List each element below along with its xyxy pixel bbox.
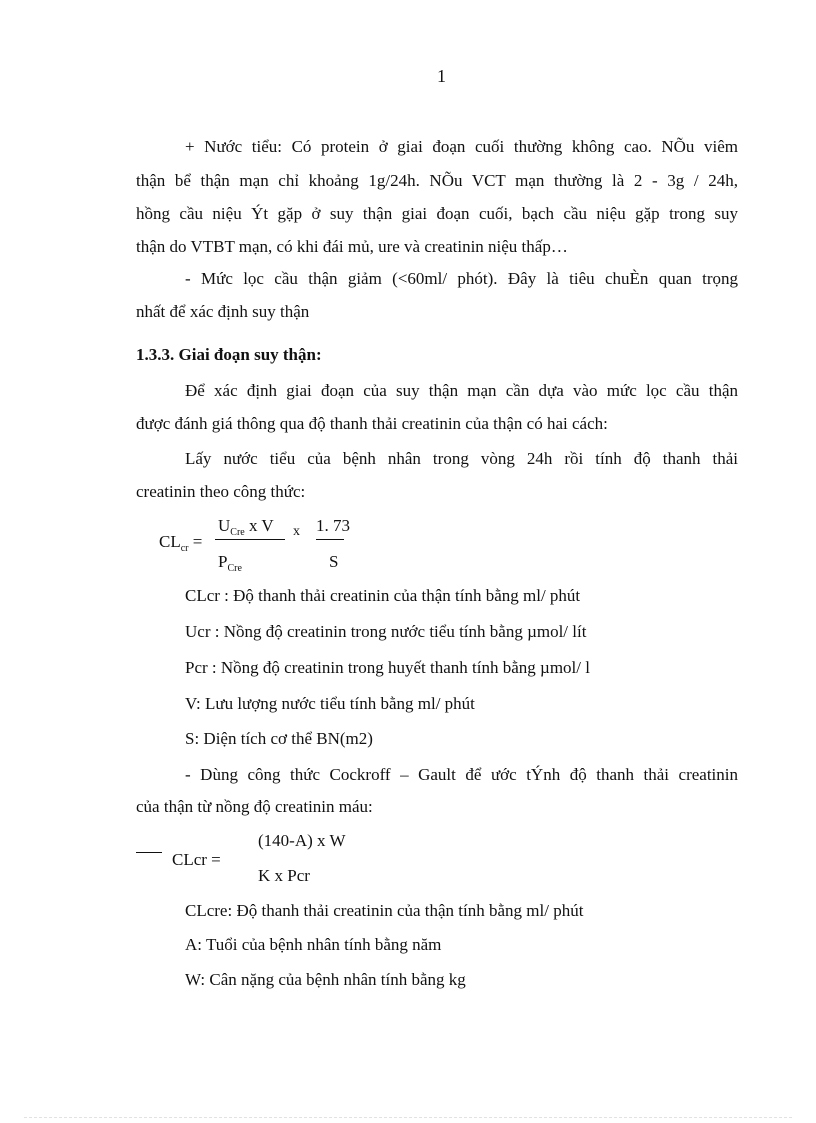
definition-line: A: Tuổi của bệnh nhân tính bằng năm bbox=[185, 935, 442, 954]
paragraph-line: thận bể thận mạn chỉ khoảng 1g/24h. NÕu VCT mạn thường là 2 - 3g / 24h, bbox=[136, 171, 738, 190]
definition-line: W: Cân nặng của bệnh nhân tính bằng kg bbox=[185, 970, 466, 989]
paragraph-line: - Mức lọc cầu thận giảm (<60ml/ phót). Đây là tiêu chuÈn quan trọng bbox=[185, 269, 738, 288]
fraction-bar bbox=[215, 539, 285, 540]
formula-numerator-2: 1. 73 bbox=[316, 516, 350, 535]
formula-denominator: $P_{Cre}$ bbox=[218, 552, 242, 574]
definition-line: Ucr : Nồng độ creatinin trong nước tiểu tính bằng µmol/ lít bbox=[185, 622, 587, 641]
section-heading: 1.3.3. Giai đoạn suy thận: bbox=[136, 345, 322, 364]
fraction-bar bbox=[316, 539, 344, 540]
page-number: 1 bbox=[437, 66, 446, 86]
paragraph-line: Lấy nước tiểu của bệnh nhân trong vòng 24h rồi tính độ thanh thải bbox=[185, 449, 738, 468]
paragraph-line: hồng cầu niệu Ýt gặp ở suy thận giai đoạn cuối, bạch cầu niệu gặp trong suy bbox=[136, 204, 738, 223]
paragraph-line: + Nước tiểu: Có protein ở giai đoạn cuối thường không cao. NÕu viêm bbox=[185, 137, 738, 156]
paragraph-line: của thận từ nồng độ creatinin máu: bbox=[136, 797, 373, 816]
formula-numerator: $U_{Cre}$ x V bbox=[218, 516, 274, 538]
formula-denominator: K x Pcr bbox=[258, 866, 310, 885]
formula-lhs: CLcr = bbox=[172, 850, 221, 869]
formula-lhs: $CL_{cr}$ = bbox=[159, 532, 203, 554]
paragraph-line: thận do VTBT mạn, có khi đái mủ, ure và creatinin niệu thấp… bbox=[136, 237, 568, 256]
formula-numerator: (140-A) x W bbox=[258, 831, 346, 850]
definition-line: CLcr : Độ thanh thải creatinin của thận tính bằng ml/ phút bbox=[185, 586, 581, 605]
page-bottom-border bbox=[24, 1117, 792, 1118]
definition-line: S: Diện tích cơ thể BN(m2) bbox=[185, 729, 373, 748]
paragraph-line: - Dùng công thức Cockroff – Gault để ước tÝnh độ thanh thải creatinin bbox=[185, 765, 738, 784]
paragraph-line: creatinin theo công thức: bbox=[136, 482, 306, 501]
paragraph-line: nhất để xác định suy thận bbox=[136, 302, 310, 321]
formula-denominator-2: S bbox=[329, 552, 339, 571]
definition-line: Pcr : Nồng độ creatinin trong huyết thanh tính bằng µmol/ l bbox=[185, 658, 590, 677]
definition-line: V: Lưu lượng nước tiểu tính bằng ml/ phút bbox=[185, 694, 475, 713]
paragraph-line: Để xác định giai đoạn của suy thận mạn cần dựa vào mức lọc cầu thận bbox=[185, 381, 738, 400]
paragraph-line: được đánh giá thông qua độ thanh thải creatinin của thận có hai cách: bbox=[136, 414, 608, 433]
margin-mark bbox=[136, 852, 162, 853]
formula-times: x bbox=[293, 524, 300, 539]
definition-line: CLcre: Độ thanh thải creatinin của thận tính bằng ml/ phút bbox=[185, 901, 584, 920]
